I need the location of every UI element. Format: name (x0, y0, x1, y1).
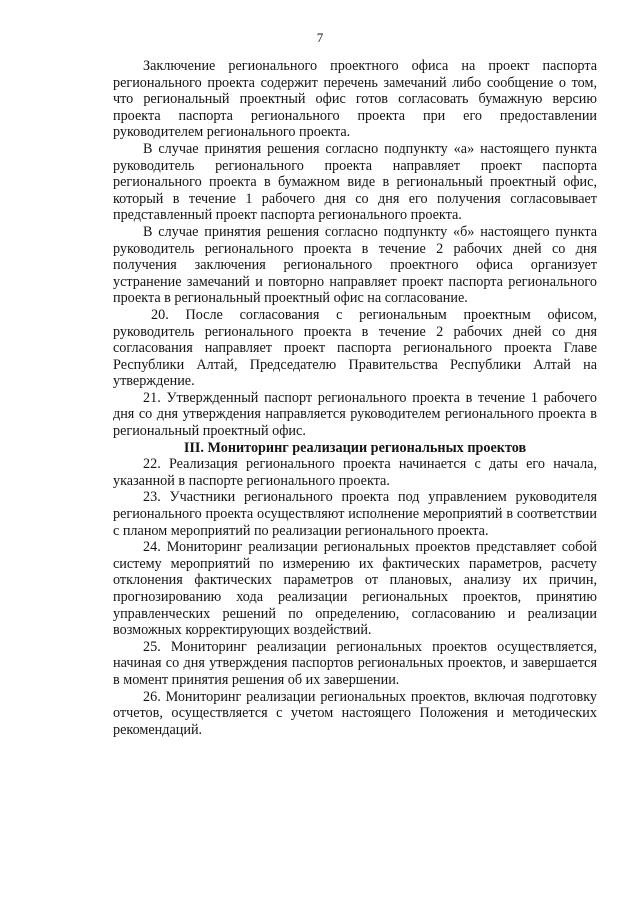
document-body (113, 58, 597, 738)
paragraph-item-20: 20. После согласования с региональным проектным офисом, руководитель регионального проекта в течение 2 рабочих дней со дня согласования направляет проект паспорта регионального проекта Главе Республики Алтай, Председателю Правительства Республики Алтай на утверждение. (113, 306, 597, 390)
paragraph-item-22: 22. Реализация регионального проекта начинается с даты его начала, указанной в паспорте регионального проекта. (113, 456, 597, 489)
section-heading: III. Мониторинг реализации региональных проектов (183, 439, 527, 456)
paragraph-item-25: 25. Мониторинг реализации региональных проектов осуществляется, начиная со дня утверждения паспортов региональных проектов, и завершается в момент принятия решения об их завершении. (113, 638, 597, 688)
paragraph-item-21: 21. Утвержденный паспорт регионального проекта в течение 1 рабочего дня со дня утверждения направляется руководителем регионального проекта в региональный проектный офис. (113, 389, 597, 440)
paragraph-item-26: 26. Мониторинг реализации региональных проектов, включая подготовку отчетов, осуществляется с учетом настоящего Положения и методических рекомендаций. (113, 688, 597, 738)
paragraph: Заключение регионального проектного офиса на проект паспорта регионального проекта содержит перечень замечаний либо сообщение о том, что региональный проектный офис готов согласовать бумажную версию проекта паспорта регионального проекта при его предоставлении руководителем регионального проекта. (113, 58, 597, 141)
paragraph-item-23: 23. Участники регионального проекта под управлением руководителя регионального проекта осуществляют исполнение мероприятий в соответствии с планом мероприятий по реализации регионального проекта. (113, 489, 597, 539)
paragraph: В случае принятия решения согласно подпункту «а» настоящего пункта руководитель регионального проекта направляет проект паспорта регионального проекта в бумажном виде в региональный проектный офис, который в течение 1 рабочего дня со дня его получения согласовывает представленный проект паспорта регионального проекта. (113, 140, 597, 224)
paragraph: В случае принятия решения согласно подпункту «б» настоящего пункта руководитель регионального проекта в течение 2 рабочих дней со дня получения заключения регионального проектного офиса организует устранение замечаний и повторно направляет проект паспорта регионального проекта в региональный проектный офис на согласование. (113, 223, 597, 307)
page-number: 7 (316, 30, 324, 45)
paragraph-item-24: 24. Мониторинг реализации региональных проектов представляет собой систему мероприятий по измерению их фактических параметров, расчету отклонения фактических параметров от плановых, анализу их причин, прогнозированию хода реализации региональных проектов, принятию управленческих решений по определению, согласованию и реализации возможных корректирующих воздействий. (113, 539, 597, 639)
